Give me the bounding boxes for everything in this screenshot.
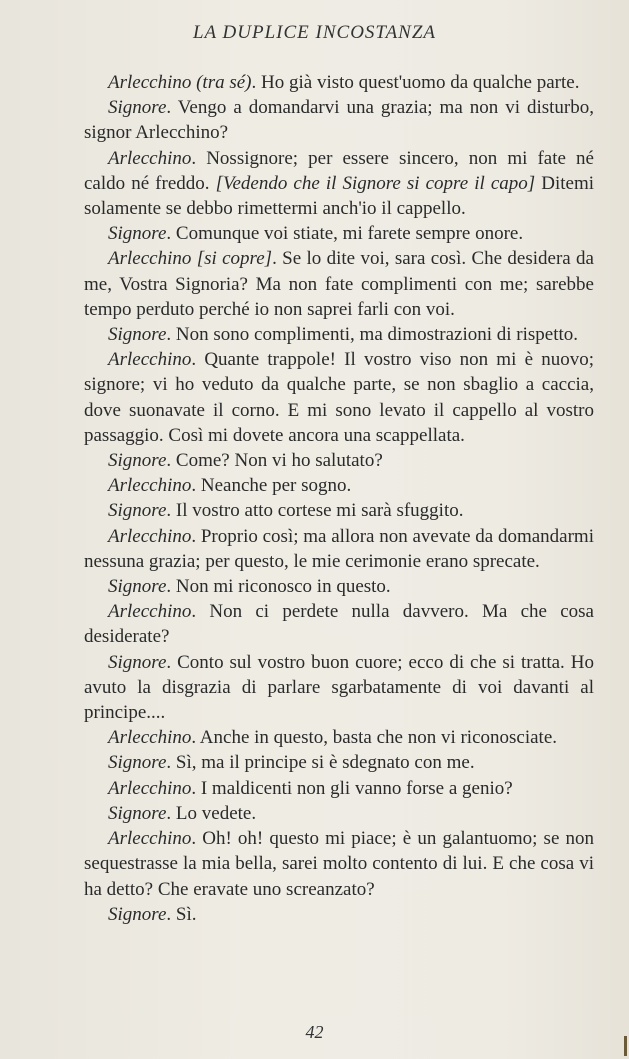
line-text: . Il vostro atto cortese mi sarà sfuggito. bbox=[166, 500, 464, 522]
line-text: . Conto sul vostro buon cuore; ecco di che si tratta. Ho avuto la disgrazia di parlare sgarbatamente di voi davanti al principe.... bbox=[84, 651, 594, 724]
dialogue-line bbox=[84, 95, 594, 145]
dialogue-line bbox=[84, 650, 594, 726]
speaker-name: Signore bbox=[108, 500, 167, 522]
dialogue-line bbox=[84, 498, 594, 523]
page-edge-mark bbox=[624, 1036, 627, 1056]
page-number: 42 bbox=[305, 1022, 324, 1042]
dialogue-line bbox=[84, 776, 594, 801]
stage-direction: [si copre] bbox=[196, 248, 273, 270]
speaker-name: Arlecchino bbox=[108, 601, 192, 623]
speaker-name: Signore bbox=[108, 576, 167, 598]
line-text: . Sì, ma il principe si è sdegnato con me. bbox=[166, 752, 475, 774]
dialogue-line bbox=[84, 750, 594, 775]
dialogue-line bbox=[84, 221, 594, 246]
stage-direction: [Vedendo che il Signore si copre il capo] bbox=[215, 172, 536, 194]
speaker-name: Arlecchino bbox=[108, 727, 192, 749]
stage-direction: (tra sé) bbox=[196, 72, 252, 93]
speaker-name: Arlecchino bbox=[108, 248, 192, 270]
dialogue-line bbox=[84, 524, 594, 574]
line-text: . I maldicenti non gli vanno forse a genio? bbox=[191, 777, 513, 799]
dialogue-line bbox=[84, 70, 594, 95]
speaker-name: Signore bbox=[108, 97, 167, 119]
line-text: . Comunque voi stiate, mi farete sempre onore. bbox=[166, 223, 524, 245]
speaker-name: Arlecchino bbox=[108, 147, 192, 169]
dialogue-line bbox=[84, 146, 594, 222]
speaker-name: Arlecchino bbox=[108, 475, 192, 497]
line-text: . Non sono complimenti, ma dimostrazioni di rispetto. bbox=[166, 324, 579, 346]
line-text: . Oh! oh! questo mi piace; è un galantuomo; se non sequestrasse la mia bella, sarei molto contento di lui. E che cosa vi ha detto? Che eravate uno screanzato? bbox=[84, 828, 594, 900]
running-head: LA DUPLICE INCOSTANZA bbox=[192, 22, 437, 43]
line-text: . Nossignore; per essere sincero, non mi fate né caldo né freddo. bbox=[84, 147, 594, 194]
line-text: Ditemi solamente se debbo rimettermi anch'io il cappello. bbox=[84, 172, 595, 220]
dialogue-line bbox=[84, 347, 594, 448]
dialogue-line bbox=[84, 574, 594, 599]
line-text: . Sì. bbox=[166, 903, 197, 925]
line-text: . Vengo a domandarvi una grazia; ma non vi disturbo, signor Arlecchino? bbox=[84, 97, 594, 144]
speaker-name: Arlecchino bbox=[108, 525, 192, 547]
line-text: . Come? Non vi ho salutato? bbox=[166, 450, 383, 472]
line-text: . Non ci perdete nulla davvero. Ma che cosa desiderate? bbox=[84, 601, 594, 648]
speaker-name: Signore bbox=[108, 651, 167, 673]
speaker-name: Signore bbox=[108, 450, 167, 472]
line-text: . Proprio così; ma allora non avevate da domandarmi nessuna grazia; per questo, le mie cerimonie erano sprecate. bbox=[84, 525, 594, 572]
dialogue-line bbox=[84, 725, 594, 750]
speaker-name: Arlecchino bbox=[108, 777, 192, 799]
dialogue-line bbox=[84, 473, 594, 498]
dialogue-line bbox=[84, 448, 594, 473]
dialogue-line bbox=[84, 599, 594, 649]
dialogue-text bbox=[84, 70, 594, 927]
line-text: . Neanche per sogno. bbox=[191, 475, 352, 497]
speaker-name: Signore bbox=[108, 752, 167, 774]
speaker-name: Arlecchino bbox=[108, 349, 192, 371]
speaker-name: Signore bbox=[108, 324, 167, 346]
dialogue-line bbox=[84, 826, 594, 902]
speaker-name: Signore bbox=[108, 223, 167, 245]
line-text: . Lo vedete. bbox=[166, 802, 257, 824]
line-text: . Non mi riconosco in questo. bbox=[166, 576, 391, 598]
dialogue-line bbox=[84, 801, 594, 826]
line-text: . Ho già visto quest'uomo da qualche parte. bbox=[251, 72, 580, 93]
line-text: . Anche in questo, basta che non vi riconosciate. bbox=[191, 727, 558, 749]
line-text: . Se lo dite voi, sara così. Che desidera da me, Vostra Signoria? Ma non fate complimenti con me; sarebbe tempo perduto perché io non saprei farli con voi. bbox=[84, 248, 594, 320]
speaker-name: Arlecchino bbox=[108, 72, 192, 93]
speaker-name: Signore bbox=[108, 903, 167, 925]
line-text: . Quante trappole! Il vostro viso non mi è nuovo; signore; vi ho veduto da qualche parte, se non sbaglio a caccia, dove suonavate il corno. E mi sono levato il cappello al vostro passaggio. Così mi dovete ancora una scappellata. bbox=[84, 349, 594, 446]
dialogue-line bbox=[84, 322, 594, 347]
dialogue-line bbox=[84, 902, 594, 927]
dialogue-line bbox=[84, 246, 594, 322]
speaker-name: Arlecchino bbox=[108, 828, 192, 850]
speaker-name: Signore bbox=[108, 802, 167, 824]
